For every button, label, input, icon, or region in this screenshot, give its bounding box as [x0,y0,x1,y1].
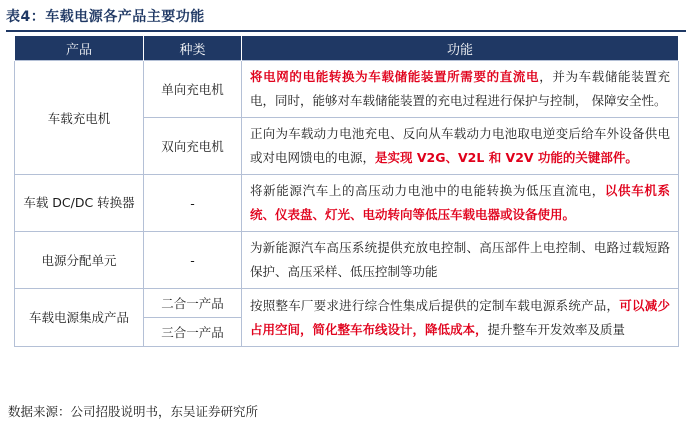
table-title: 表4：车载电源各产品主要功能 [6,9,205,25]
function-text: ，并为车载储能装置充电，同时，能够对车载储能装置的充电过程进行保护与控制， 保障安全性。 [250,69,670,108]
table-row [15,232,679,289]
function-highlight: 以供车机系统、仪表盘、灯光、电动转向等低压车载电器或设备使用。 [250,183,670,222]
title-divider [6,30,686,32]
function-cell-integrated [242,289,679,347]
kind-cell-two-in-one: 二合一产品 [144,289,242,318]
function-cell-pdu: 为新能源汽车高压系统提供充放电控制、高压部件上电控制、电路过载短路保护、高压采样、低压控制等功能 [242,232,679,289]
table-row [15,289,679,318]
function-cell-bidirectional [242,118,679,175]
function-cell-dcdc [242,175,679,232]
header-kind: 种类 [144,36,242,61]
table-row [15,175,679,232]
function-text: 将新能源汽车上的高压动力电池中的电能转换为低压直流电， [250,183,605,198]
function-text: 提升整车开发效率及质量 [487,321,626,337]
function-text: 正向为车载动力电池充电、反向从车载动力电池取电逆变后给车外设备供电或对电网馈电的电源， [250,126,670,165]
function-cell-unidirectional [242,61,679,118]
product-function-table [14,36,679,347]
header-product: 产品 [15,36,144,61]
table-header-row [15,36,679,61]
kind-cell-pdu: - [144,232,242,289]
kind-cell-bidirectional: 双向充电机 [144,118,242,175]
function-highlight: 是实现 V2G、V2L 和 V2V 功能的关键部件。 [375,150,638,165]
function-text: 按照整车厂要求进行综合性集成后提供的定制车载电源系统产品， [250,297,620,313]
source-note: 数据来源：公司招股说明书，东吴证券研究所 [8,404,259,419]
product-cell-integrated: 车载电源集成产品 [15,289,144,347]
product-cell-pdu: 电源分配单元 [15,232,144,289]
header-function: 功能 [242,36,679,61]
product-cell-dcdc: 车载 DC/DC 转换器 [15,175,144,232]
function-highlight: 可以减少占用空间，简化整车布线设计，降低成本， [250,297,670,337]
kind-cell-unidirectional: 单向充电机 [144,61,242,118]
kind-cell-three-in-one: 三合一产品 [144,318,242,347]
function-highlight: 将电网的电能转换为车载储能装置所需要的直流电 [250,69,540,84]
table-row [15,61,679,118]
product-cell-charger: 车载充电机 [15,61,144,175]
kind-cell-dcdc: - [144,175,242,232]
